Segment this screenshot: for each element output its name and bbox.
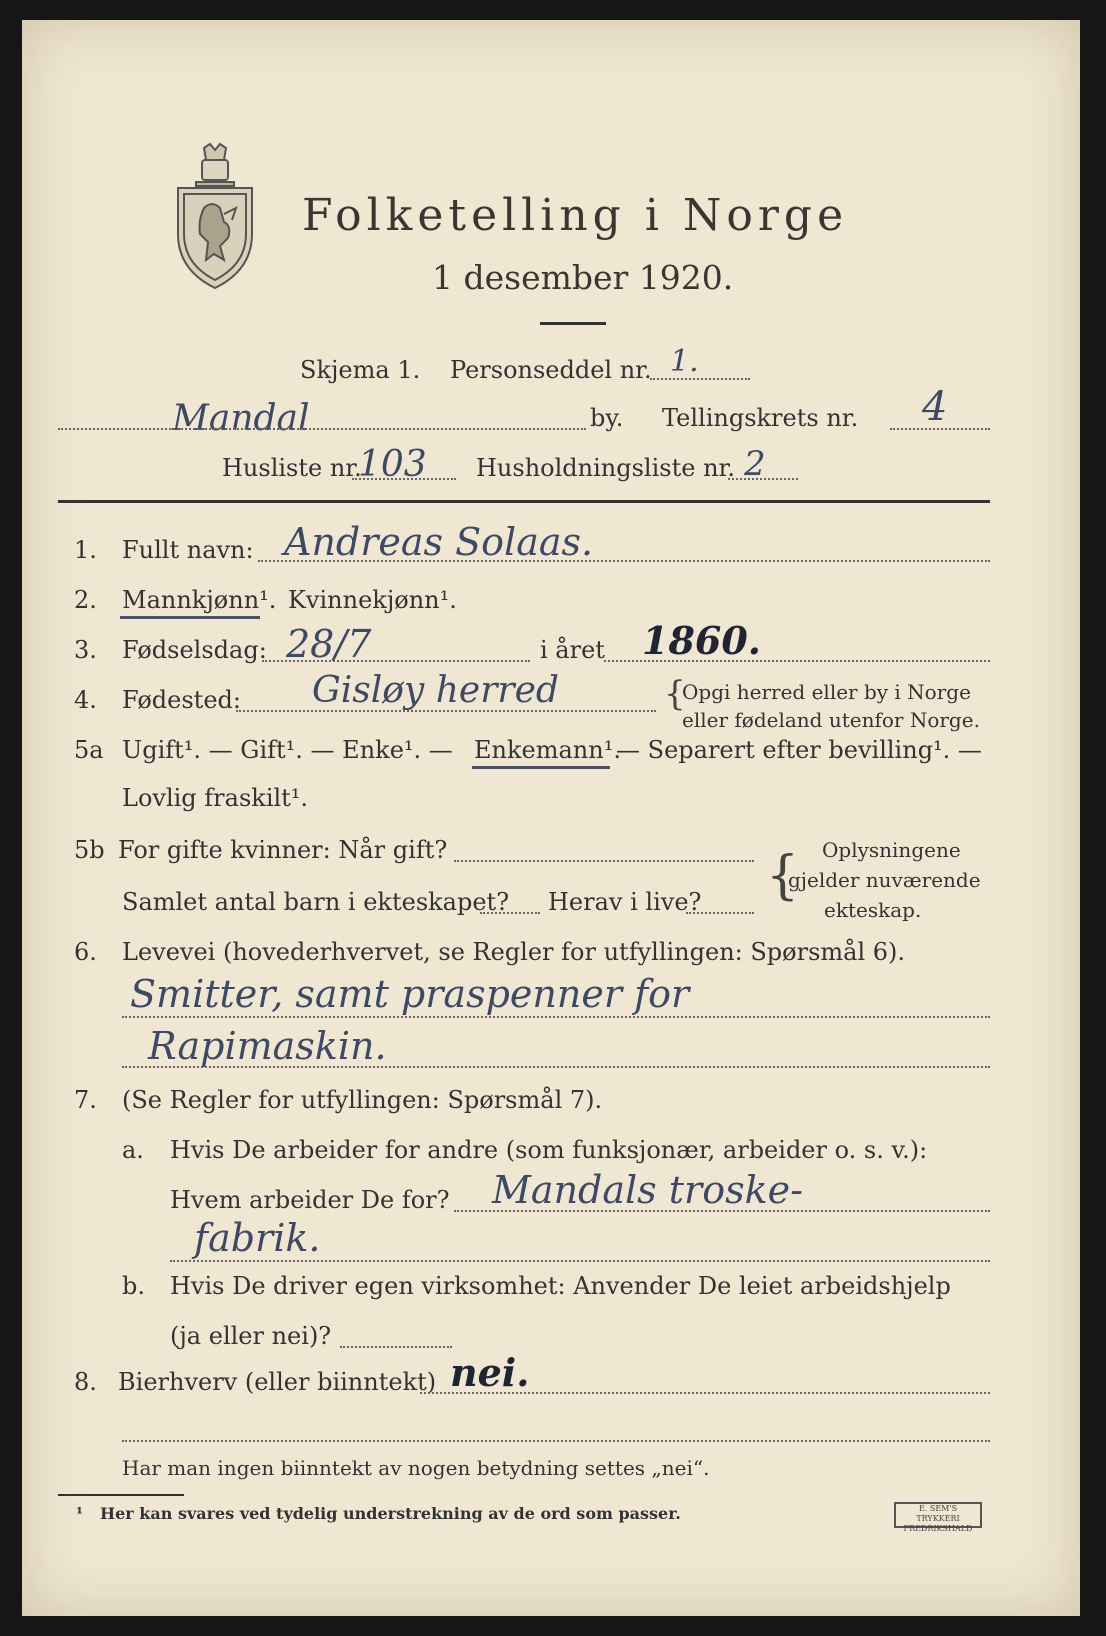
q5b-children-label: Samlet antal barn i ekteskapet? (122, 888, 510, 916)
footnote-divider (58, 1494, 184, 1496)
printer-stamp (894, 1502, 982, 1533)
gender-male-option[interactable]: Mannkjønn¹. (122, 586, 277, 614)
stamp-line1: E. SEM'S TRYKKERI (916, 1504, 960, 1523)
q7b-label: Hvis De driver egen virksomhet: Anvender De leiet arbeidshjelp (170, 1272, 951, 1300)
personseddel-line (650, 378, 750, 380)
q7a-letter: a. (122, 1136, 144, 1164)
q4-note-line1: Opgi herred eller by i Norge (682, 680, 971, 704)
occupation-value-line1[interactable]: Smitter, samt praspenner for (130, 972, 690, 1016)
q4-brace: { (664, 674, 686, 714)
q8-extra-line (122, 1440, 990, 1442)
widower-option[interactable]: Enkemann¹. (474, 736, 621, 764)
q7a-employer-label: Hvem arbeider De for? (170, 1186, 450, 1214)
q7b-yes-no-label: (ja eller nei)? (170, 1322, 332, 1350)
q2-number: 2. (74, 586, 97, 614)
q5a-number: 5a (74, 736, 104, 764)
header-separator (58, 500, 990, 503)
q7b-line (340, 1346, 452, 1348)
q7-number: 7. (74, 1086, 97, 1114)
q7a-line-2 (170, 1260, 990, 1262)
q4-note-line2: eller fødeland utenfor Norge. (682, 708, 980, 732)
q6-line-1 (122, 1016, 990, 1018)
birth-day-value[interactable]: 28/7 (286, 622, 372, 666)
q7b-letter: b. (122, 1272, 145, 1300)
q8-number: 8. (74, 1368, 97, 1396)
employer-value-line2[interactable]: fabrik. (194, 1216, 321, 1260)
gender-female-option[interactable]: Kvinnekjønn¹. (288, 586, 457, 614)
title-divider (540, 322, 606, 325)
full-name-value[interactable]: Andreas Solaas. (284, 520, 594, 564)
q6-number: 6. (74, 938, 97, 966)
personseddel-value[interactable]: 1. (670, 344, 699, 379)
q3-year-label: i året (540, 636, 605, 664)
q6-label: Levevei (hovederhvervet, se Regler for utfyllingen: Spørsmål 6). (122, 938, 906, 966)
personseddel-label: Personseddel nr. (450, 356, 652, 384)
coat-of-arms-icon (174, 142, 256, 292)
city-value[interactable]: Mandal (172, 398, 310, 439)
q5a-options: Ugift¹. — Gift¹. — Enke¹. — (122, 736, 453, 764)
q3-number: 3. (74, 636, 97, 664)
q3-label: Fødselsdag: (122, 636, 267, 664)
census-form-page (22, 20, 1080, 1616)
q5b-note-line3: ekteskap. (824, 898, 922, 922)
q4-label: Fødested: (122, 686, 241, 714)
employer-value-line1[interactable]: Mandals troske- (492, 1168, 803, 1212)
side-income-value[interactable]: nei. (450, 1350, 530, 1395)
widower-underline-mark (472, 766, 610, 769)
husliste-label: Husliste nr. (222, 454, 362, 482)
husholdningsliste-value[interactable]: 2 (744, 444, 766, 484)
tellingskrets-value[interactable]: 4 (922, 384, 948, 430)
husliste-value[interactable]: 103 (358, 444, 427, 485)
footnote-text: Her kan svares ved tydelig understrekning av de ord som passer. (100, 1504, 681, 1523)
q5b-note-line2: gjelder nuværende (788, 868, 981, 892)
q7a-label: Hvis De arbeider for andre (som funksjonær, arbeider o. s. v.): (170, 1136, 928, 1164)
q5b-number: 5b (74, 836, 105, 864)
q8-label: Bierhverv (eller biinntekt) (118, 1368, 437, 1396)
birth-year-value[interactable]: 1860. (642, 618, 761, 663)
schema-label: Skjema 1. (300, 356, 421, 384)
by-label: by. (590, 404, 624, 432)
q5b-alive-label: Herav i live? (548, 888, 702, 916)
q5b-note-line1: Oplysningene (822, 838, 961, 862)
q5b-label: For gifte kvinner: Når gift? (118, 836, 448, 864)
q5b-married-line (454, 860, 754, 862)
stamp-line2: FREDRIKSHALD (903, 1524, 973, 1533)
q5b-children-line (480, 912, 540, 914)
birthplace-value[interactable]: Gisløy herred (312, 670, 559, 711)
footnote-mark: ¹ (76, 1504, 84, 1523)
male-underline-mark (120, 616, 260, 619)
occupation-value-line2[interactable]: Rapimaskin. (148, 1024, 387, 1068)
census-date: 1 desember 1920. (432, 258, 734, 297)
q1-number: 1. (74, 536, 97, 564)
city-line (58, 428, 586, 430)
footer-note: Har man ingen biinntekt av nogen betydning settes „nei“. (122, 1456, 710, 1480)
tellingskrets-label: Tellingskrets nr. (662, 404, 859, 432)
form-title: Folketelling i Norge (302, 190, 849, 241)
q5a-divorced-option[interactable]: Lovlig fraskilt¹. (122, 784, 309, 812)
q5b-brace: { (766, 846, 800, 906)
husholdningsliste-label: Husholdningsliste nr. (476, 454, 735, 482)
q4-number: 4. (74, 686, 97, 714)
q7-label: (Se Regler for utfyllingen: Spørsmål 7). (122, 1086, 603, 1114)
q1-label: Fullt navn: (122, 536, 254, 564)
q5a-options-2: — Separert efter bevilling¹. — (616, 736, 982, 764)
q5b-alive-line (686, 912, 754, 914)
